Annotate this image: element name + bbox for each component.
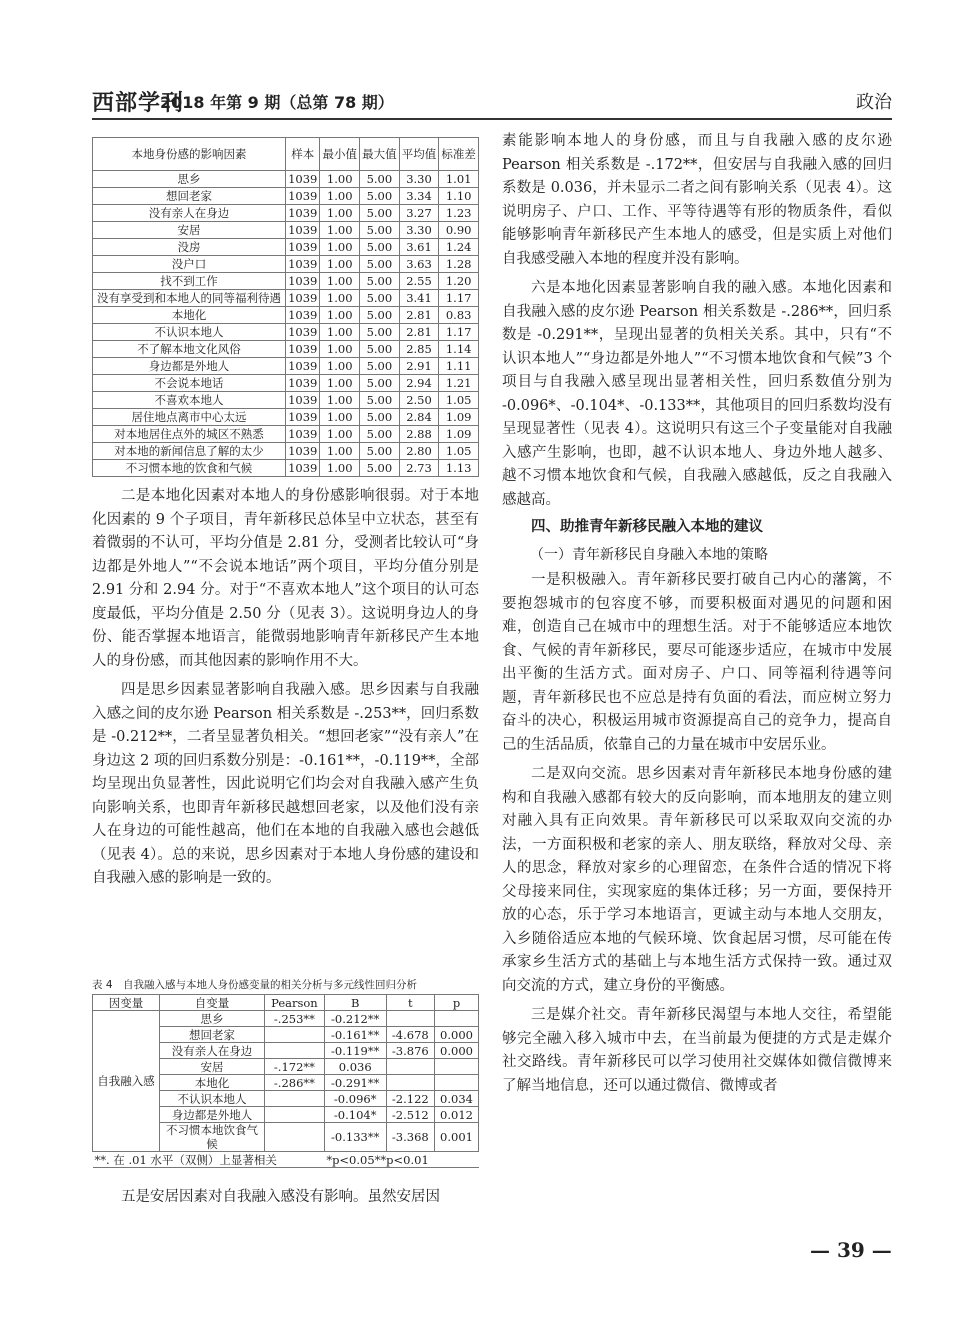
table-cell: 2.73 (399, 460, 439, 477)
table-cell: 没有亲人在身边 (93, 205, 286, 222)
table-cell (435, 1011, 479, 1027)
table-row (93, 307, 479, 324)
table-cell: 想回老家 (160, 1027, 265, 1043)
table-cell: -0.104* (324, 1107, 386, 1123)
table-cell: -2.122 (386, 1091, 434, 1107)
table-cell: 1.00 (320, 426, 360, 443)
table-row (93, 290, 479, 307)
table-header: 本地身份感的影响因素 (93, 138, 286, 171)
table-cell: 1039 (286, 426, 320, 443)
table-cell: 3.30 (399, 222, 439, 239)
paragraph: 四是思乡因素显著影响自我融入感。思乡因素与自我融入感之间的皮尔逊 Pearson 相关系数是 -.253**，回归系数是 -0.212**，二者呈显著负相关。“想回老家”“没有亲人”在身边这 2 项的回归系数分别是：-0.161**，-0.119**，全部均呈现出负显著性，因此说明它们均会对自我融入感产生负向影响关系，也即青年新移民越想回老家，以及他们没有亲人在身边的可能性越高，他们在本地的自我融入感也会越低（见表 4）。总的来说，思乡因素对于本地人身份感的建设和自我融入感的影响是一致的。 (92, 682, 479, 886)
table-cell (435, 1059, 479, 1075)
table-cell: 思乡 (160, 1011, 265, 1027)
table-cell: 0.001 (435, 1123, 479, 1152)
table-cell: 不习惯本地的饮食和气候 (93, 460, 286, 477)
table-cell: 1039 (286, 443, 320, 460)
table-cell: 不认识本地人 (160, 1091, 265, 1107)
table-cell: 安居 (160, 1059, 265, 1075)
table-cell: -0.119** (324, 1043, 386, 1059)
paragraph: 五是安居因素对自我融入感没有影响。虽然安居因 (121, 1189, 440, 1205)
table-cell: 2.88 (399, 426, 439, 443)
table-cell: -0.161** (324, 1027, 386, 1043)
table-row (93, 256, 479, 273)
table-cell: 2.94 (399, 375, 439, 392)
dependent-variable-cell: 自我融入感 (93, 1011, 160, 1152)
table-cell: 没有享受到和本地人的同等福利待遇 (93, 290, 286, 307)
table-row (93, 205, 479, 222)
table-cell: 2.50 (399, 392, 439, 409)
table-header: p (435, 995, 479, 1011)
table-cell (386, 1075, 434, 1091)
table-cell: 1.23 (439, 205, 479, 222)
table-cell (265, 1091, 325, 1107)
table-cell: 身边都是外地人 (160, 1107, 265, 1123)
table-cell: 不会说本地话 (93, 375, 286, 392)
table-cell: 1039 (286, 239, 320, 256)
table-cell: 本地化 (93, 307, 286, 324)
table-row (93, 426, 479, 443)
table-cell: 1039 (286, 392, 320, 409)
paragraph: 六是本地化因素显著影响自我的融入感。本地化因素和自我融入感的皮尔逊 Pearson 相关系数是 -.286**，回归系数是 -0.291**，呈现出显著的负相关关系。其中，只有“不认识本地人”“身边都是外地人”“不习惯本地饮食和气候”3 个项目与自我融入感呈现出显著相关性，回归系数值分别为 -0.096*、-0.104*、-0.133**，其他项目的回归系数均没有呈现显著性（见表 4）。这说明只有这三个子变量能对自我融入感产生影响，也即，越不认识本地人、身边外地人越多、越不习惯本地饮食和气候，自我融入感越低，反之自我融入感越高。 (502, 280, 892, 508)
table-cell: 1.00 (320, 171, 360, 188)
table-cell: 不了解本地文化风俗 (93, 341, 286, 358)
table-cell: 0.000 (435, 1027, 479, 1043)
table-cell: 3.30 (399, 171, 439, 188)
table-cell: 1039 (286, 273, 320, 290)
table-row (93, 1011, 479, 1027)
table-cell: 1.21 (439, 375, 479, 392)
left-column-text-2 (92, 1186, 479, 1210)
table-header: 最小值 (320, 138, 360, 171)
table-row (93, 341, 479, 358)
table-cell: 1.00 (320, 222, 360, 239)
table-cell: 想回老家 (93, 188, 286, 205)
table-row (93, 443, 479, 460)
table-cell: 1.17 (439, 290, 479, 307)
table-cell: 1.09 (439, 426, 479, 443)
paragraph: 素能影响本地人的身份感，而且与自我融入感的皮尔逊 Pearson 相关系数是 -.172**，但安居与自我融入感的回归系数是 0.036，并未显示二者之间有影响关系（见表 4）。这说明房子、户口、工作、平等待遇等有形的物质条件，看似能够影响青年新移民产生本地人的感受，但是实质上对他们自我感受融入本地的程度并没有影响。 (502, 133, 892, 267)
table-row (93, 392, 479, 409)
table-cell: 5.00 (360, 443, 400, 460)
table-header: 因变量 (93, 995, 160, 1011)
table-cell: 5.00 (360, 188, 400, 205)
table-cell: 2.84 (399, 409, 439, 426)
table-cell: 1039 (286, 188, 320, 205)
table-cell: 1.10 (439, 188, 479, 205)
table-cell: 0.000 (435, 1043, 479, 1059)
table-cell: 1.00 (320, 273, 360, 290)
table-cell (265, 1027, 325, 1043)
page-header (92, 82, 892, 120)
section-name: 政治 (856, 92, 892, 113)
table-header: 自变量 (160, 995, 265, 1011)
table-cell (435, 1075, 479, 1091)
table-cell (386, 1059, 434, 1075)
table-note: *p<0.05**p<0.01 (324, 1152, 478, 1168)
table-cell: 居住地点离市中心太远 (93, 409, 286, 426)
table-cell: 1.05 (439, 443, 479, 460)
table-cell: 思乡 (93, 171, 286, 188)
table-cell: 5.00 (360, 375, 400, 392)
table-cell: 1.00 (320, 188, 360, 205)
table-cell: 对本地的新闻信息了解的太少 (93, 443, 286, 460)
table-row (93, 324, 479, 341)
table-cell: 0.034 (435, 1091, 479, 1107)
table-cell: 0.90 (439, 222, 479, 239)
table-cell: -.286** (265, 1075, 325, 1091)
table-row (93, 188, 479, 205)
table-note: **. 在 .01 水平（双侧）上显著相关 (93, 1152, 325, 1168)
table-cell: 0.83 (439, 307, 479, 324)
table-cell: 1.14 (439, 341, 479, 358)
table-header: 平均值 (399, 138, 439, 171)
table-cell: 5.00 (360, 341, 400, 358)
paragraph: 一是积极融入。青年新移民要打破自己内心的藩篱，不要抱怨城市的包容度不够，而要积极面对遇见的问题和困难，创造自己在城市中的理想生活。对于不能够适应本地饮食、气候的青年新移民，要尽可能逐步适应，在城市中发展出平衡的生活方式。面对房子、户口、同等福利待遇等问题，青年新移民也不应总是持有负面的看法，而应树立努力奋斗的决心，积极运用城市资源提高自己的竞争力，提高自己的生活品质，依靠自己的力量在城市中安居乐业。 (502, 572, 892, 753)
table-cell: -3.876 (386, 1043, 434, 1059)
table-cell: 1.00 (320, 460, 360, 477)
section-heading: 四、助推青年新移民融入本地的建议 (531, 519, 763, 535)
table-cell: 不习惯本地饮食气候 (160, 1123, 265, 1152)
table-cell: 2.91 (399, 358, 439, 375)
table-row (93, 222, 479, 239)
table-cell: 3.61 (399, 239, 439, 256)
table-cell: 5.00 (360, 324, 400, 341)
table-cell: 5.00 (360, 426, 400, 443)
table-cell: 1.20 (439, 273, 479, 290)
table-cell: -0.212** (324, 1011, 386, 1027)
table-cell: -0.096* (324, 1091, 386, 1107)
table-cell: 1.05 (439, 392, 479, 409)
table-cell: 1039 (286, 460, 320, 477)
table-cell: -2.512 (386, 1107, 434, 1123)
table-cell: 1.09 (439, 409, 479, 426)
table-cell: 1039 (286, 341, 320, 358)
table-header: 最大值 (360, 138, 400, 171)
table-cell (386, 1011, 434, 1027)
table-cell: 5.00 (360, 239, 400, 256)
table-cell: 1039 (286, 324, 320, 341)
table-cell: 1.00 (320, 307, 360, 324)
table-cell: 对本地居住点外的城区不熟悉 (93, 426, 286, 443)
table-cell: 1.28 (439, 256, 479, 273)
table-cell: 不喜欢本地人 (93, 392, 286, 409)
table-cell: -0.291** (324, 1075, 386, 1091)
table-cell: 1.00 (320, 205, 360, 222)
table-cell: 5.00 (360, 273, 400, 290)
left-column-text-1 (92, 485, 479, 891)
page-number: — 39 — (810, 1238, 892, 1262)
subsection-heading: （一）青年新移民自身融入本地的策略 (530, 546, 768, 563)
table-cell: -4.678 (386, 1027, 434, 1043)
table-cell: 没房 (93, 239, 286, 256)
table-cell: 3.41 (399, 290, 439, 307)
table-cell: 3.34 (399, 188, 439, 205)
table-cell: 1.24 (439, 239, 479, 256)
table-cell: 找不到工作 (93, 273, 286, 290)
table-cell: -0.133** (324, 1123, 386, 1152)
table-cell: 安居 (93, 222, 286, 239)
table-cell: 不认识本地人 (93, 324, 286, 341)
table-cell: -.172** (265, 1059, 325, 1075)
table-cell: -.253** (265, 1011, 325, 1027)
table-cell: 1039 (286, 256, 320, 273)
table-cell: 2.81 (399, 307, 439, 324)
paragraph: 三是媒介社交。青年新移民渴望与本地人交往，希望能够完全融入移入城市中去，在当前最为便捷的方式是走媒介社交路线。青年新移民可以学习使用社交媒体如微信微博来了解当地信息，还可以通过微信、微博或者 (502, 1007, 892, 1094)
table-cell: 1.00 (320, 290, 360, 307)
table-cell: 没户口 (93, 256, 286, 273)
table-cell: 5.00 (360, 205, 400, 222)
table-cell: 1.00 (320, 324, 360, 341)
table-cell: 1039 (286, 222, 320, 239)
table-cell: 1.00 (320, 239, 360, 256)
table-cell: 5.00 (360, 392, 400, 409)
table-cell: 0.012 (435, 1107, 479, 1123)
table-cell: 5.00 (360, 460, 400, 477)
table-cell: 0.036 (324, 1059, 386, 1075)
table-row (93, 239, 479, 256)
table-cell: 1.00 (320, 341, 360, 358)
table-cell: 2.81 (399, 324, 439, 341)
table-cell: 1039 (286, 375, 320, 392)
table-cell: 2.55 (399, 273, 439, 290)
table-header: B (324, 995, 386, 1011)
table-row (93, 460, 479, 477)
table-cell: 1039 (286, 290, 320, 307)
table-cell: 2.80 (399, 443, 439, 460)
table-cell: 2.85 (399, 341, 439, 358)
table-row (93, 409, 479, 426)
table-cell: 5.00 (360, 256, 400, 273)
table-cell: 1039 (286, 171, 320, 188)
table-cell: 5.00 (360, 171, 400, 188)
table-cell: -3.368 (386, 1123, 434, 1152)
table-cell (265, 1123, 325, 1152)
table-cell: 3.27 (399, 205, 439, 222)
table-4-caption: 表 4 自我融入感与本地人身份感变量的相关分析与多元线性回归分析 (92, 979, 418, 991)
table-cell (265, 1043, 325, 1059)
table-cell: 身边都是外地人 (93, 358, 286, 375)
table-cell: 本地化 (160, 1075, 265, 1091)
table-cell: 1.11 (439, 358, 479, 375)
table-3 (92, 137, 479, 477)
table-header: t (386, 995, 434, 1011)
issue-info: 2018 年第 9 期（总第 78 期） (160, 93, 394, 112)
table-header: Pearson (265, 995, 325, 1011)
table-cell: 1.13 (439, 460, 479, 477)
table-cell: 1039 (286, 358, 320, 375)
table-cell (265, 1107, 325, 1123)
table-row (93, 358, 479, 375)
table-cell: 1039 (286, 205, 320, 222)
table-cell: 5.00 (360, 222, 400, 239)
table-cell: 1.00 (320, 375, 360, 392)
table-row (93, 171, 479, 188)
table-cell: 5.00 (360, 307, 400, 324)
table-cell: 5.00 (360, 290, 400, 307)
table-cell: 1039 (286, 409, 320, 426)
table-row (93, 273, 479, 290)
table-cell: 3.63 (399, 256, 439, 273)
table-cell: 5.00 (360, 409, 400, 426)
paragraph: 二是双向交流。思乡因素对青年新移民本地身份感的建构和自我融入感都有较大的反向影响，而本地朋友的建立则对融入具有正向效果。青年新移民可以采取双向交流的办法，一方面积极和老家的亲人、朋友联络，释放对父母、亲人的思念，释放对家乡的心理留恋，在条件合适的情况下将父母接来同住，实现家庭的集体迁移；另一方面，要保持开放的心态，乐于学习本地语言，更诚主动与本地人交朋友，入乡随俗适应本地的气候环境、饮食起居习惯，尽可能在传承家乡生活方式的基础上与本地生活方式保持一致。通过双向交流的方式，建立身份的平衡感。 (502, 766, 892, 994)
table-row (93, 375, 479, 392)
table-cell: 1.00 (320, 392, 360, 409)
table-cell: 1.00 (320, 443, 360, 460)
journal-name: 西部学刊 (92, 90, 185, 116)
table-header: 样本 (286, 138, 320, 171)
table-cell: 1.00 (320, 358, 360, 375)
table-cell: 1.17 (439, 324, 479, 341)
table-4 (92, 994, 479, 1168)
table-cell: 1.00 (320, 409, 360, 426)
table-header: 标准差 (439, 138, 479, 171)
table-cell: 1.01 (439, 171, 479, 188)
paragraph: 二是本地化因素对本地人的身份感影响很弱。对于本地化因素的 9 个子项目，青年新移民总体呈中立状态，甚至有着微弱的不认可，平均分值是 2.81 分，受测者比较认可“身边都是外地人”“不会说本地话”两个项目，平均分值分别是 2.91 分和 2.94 分。对于“不喜欢本地人”这个项目的认可态度最低，平均分值是 2.50 分（见表 3）。这说明身边人的身份、能否掌握本地语言，能微弱地影响青年新移民产生本地人的身份感，而其他因素的影响作用不大。 (92, 488, 479, 669)
table-cell: 1.00 (320, 256, 360, 273)
table-cell: 1039 (286, 307, 320, 324)
table-cell: 5.00 (360, 358, 400, 375)
right-column-text (502, 130, 892, 1098)
table-cell: 没有亲人在身边 (160, 1043, 265, 1059)
